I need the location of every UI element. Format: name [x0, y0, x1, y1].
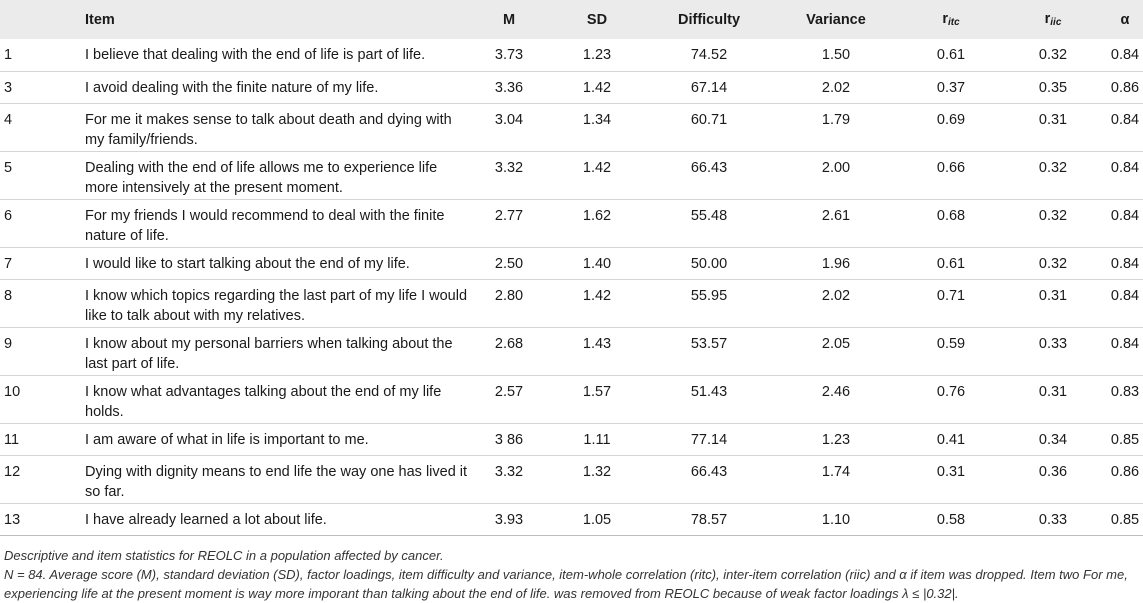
cell-difficulty: 55.95: [690, 287, 728, 304]
cell-alpha: 0.85: [1110, 431, 1140, 448]
cell-alpha: 0.85: [1110, 511, 1140, 528]
cell-difficulty: 66.43: [690, 463, 728, 480]
cell-alpha: 0.86: [1110, 79, 1140, 96]
cell-m: 2.80: [494, 287, 524, 304]
cell-variance: 1.50: [821, 47, 851, 63]
cell-difficulty: 53.57: [690, 335, 728, 352]
cell-ritc: 0.69: [936, 111, 966, 128]
cell-num: 9: [4, 335, 13, 352]
cell-item: For me it makes sense to talk about death and dying with my family/friends.: [85, 111, 452, 148]
cell-sd: 1.40: [582, 255, 612, 272]
header-m: M: [502, 11, 516, 28]
header-item: Item: [85, 11, 115, 28]
header-ritc-sub: itc: [947, 17, 960, 28]
cell-num: 1: [4, 47, 13, 63]
cell-difficulty: 55.48: [690, 207, 728, 224]
cell-riic: 0.31: [1038, 111, 1068, 128]
cell-num: 12: [4, 463, 21, 480]
cell-riic: 0.34: [1038, 431, 1068, 448]
header-ritc: [899, 0, 1003, 39]
cell-ritc: 0.58: [936, 511, 966, 528]
header-riic: [1003, 0, 1103, 39]
cell-num: 7: [4, 255, 13, 272]
table-row: [0, 503, 1143, 535]
cell-sd: 1.42: [582, 79, 612, 96]
cell-item: Dying with dignity means to end life the way one has lived it so far.: [85, 463, 468, 500]
cell-item: I believe that dealing with the end of life is part of life.: [85, 47, 426, 63]
cell-ritc: 0.37: [936, 79, 966, 96]
table-notes: [0, 536, 1143, 603]
cell-difficulty: 78.57: [690, 511, 728, 528]
header-difficulty: Difficulty: [677, 11, 741, 28]
cell-num: 5: [4, 159, 13, 176]
header-ritc-base: r: [942, 11, 948, 27]
cell-item: I avoid dealing with the finite nature of my life.: [85, 79, 379, 96]
cell-m: 2.68: [494, 335, 524, 352]
table-row: [0, 151, 1143, 199]
cell-sd: 1.32: [582, 463, 612, 480]
cell-item: I would like to start talking about the end of my life.: [85, 255, 410, 272]
cell-variance: 2.05: [821, 335, 851, 352]
cell-ritc: 0.59: [936, 335, 966, 352]
cell-item: I know which topics regarding the last part of my life I would like to talk about with my relatives.: [85, 287, 468, 324]
cell-riic: 0.31: [1038, 383, 1068, 400]
cell-sd: 1.42: [582, 287, 612, 304]
cell-ritc: 0.61: [936, 47, 966, 63]
cell-variance: 1.96: [821, 255, 851, 272]
cell-sd: 1.62: [582, 207, 612, 224]
cell-m: 3.36: [494, 79, 524, 96]
header-riic-base: r: [1044, 11, 1051, 27]
cell-difficulty: 74.52: [690, 47, 728, 63]
cell-sd: 1.23: [582, 47, 612, 63]
cell-variance: 1.79: [821, 111, 851, 128]
header-sd: SD: [586, 11, 608, 28]
cell-difficulty: 77.14: [690, 431, 728, 448]
cell-ritc: 0.76: [936, 383, 966, 400]
cell-num: 13: [4, 511, 21, 528]
header-variance: Variance: [806, 11, 866, 28]
cell-ritc: 0.71: [936, 287, 966, 304]
table-body: [0, 39, 1143, 535]
table-row: [0, 247, 1143, 279]
table-row: [0, 455, 1143, 503]
cell-m: 3.04: [494, 111, 524, 128]
cell-num: 8: [4, 287, 13, 304]
cell-num: 10: [4, 383, 21, 400]
table-row: [0, 423, 1143, 455]
cell-sd: 1.05: [582, 511, 612, 528]
cell-m: 2.57: [494, 383, 524, 400]
cell-riic: 0.31: [1038, 287, 1068, 304]
cell-difficulty: 67.14: [690, 79, 728, 96]
cell-m: 3.93: [494, 511, 524, 528]
cell-num: 6: [4, 207, 13, 224]
cell-m: 3.32: [494, 463, 524, 480]
cell-num: 4: [4, 111, 13, 128]
table-row: [0, 327, 1143, 375]
cell-item: Dealing with the end of life allows me to experience life more intensively at the present moment.: [85, 159, 438, 196]
table-row: [0, 279, 1143, 327]
cell-m: 2.50: [494, 255, 524, 272]
cell-alpha: 0.84: [1110, 207, 1140, 224]
table-row: [0, 71, 1143, 103]
cell-sd: 1.11: [583, 431, 611, 448]
cell-variance: 1.74: [821, 463, 851, 480]
cell-ritc: 0.68: [936, 207, 966, 224]
cell-item: For my friends I would recommend to deal with the finite nature of life.: [85, 207, 445, 244]
cell-difficulty: 51.43: [690, 383, 728, 400]
cell-alpha: 0.84: [1110, 255, 1140, 272]
cell-variance: 1.23: [821, 431, 851, 448]
cell-alpha: 0.84: [1110, 159, 1140, 176]
table-row: [0, 103, 1143, 151]
cell-item: I know about my personal barriers when talking about the last part of life.: [85, 335, 453, 372]
cell-m: 3 86: [494, 431, 524, 448]
cell-riic: 0.32: [1038, 47, 1068, 63]
table-row: [0, 199, 1143, 247]
cell-riic: 0.35: [1038, 79, 1068, 96]
cell-riic: 0.32: [1038, 207, 1068, 224]
cell-alpha: 0.84: [1110, 287, 1140, 304]
cell-m: 3.32: [494, 159, 524, 176]
cell-item: I have already learned a lot about life.: [85, 511, 327, 528]
header-num: [0, 0, 85, 39]
table-row: [0, 375, 1143, 423]
cell-sd: 1.57: [582, 383, 612, 400]
cell-ritc: 0.61: [936, 255, 966, 272]
cell-difficulty: 50.00: [690, 255, 728, 272]
cell-ritc: 0.66: [936, 159, 966, 176]
cell-alpha: 0.86: [1110, 463, 1140, 480]
table-row: [0, 39, 1143, 71]
header-riic-sub: iic: [1050, 17, 1062, 28]
cell-alpha: 0.84: [1110, 47, 1140, 63]
cell-ritc: 0.41: [936, 431, 966, 448]
cell-variance: 2.02: [821, 79, 851, 96]
table-caption: Descriptive and item statistics for REOLC in a population affected by cancer.: [4, 547, 444, 563]
cell-item: I am aware of what in life is important to me.: [85, 431, 369, 448]
cell-riic: 0.33: [1038, 335, 1068, 352]
cell-variance: 2.46: [821, 383, 851, 400]
cell-alpha: 0.84: [1110, 335, 1140, 352]
cell-variance: 1.10: [821, 511, 851, 528]
cell-ritc: 0.31: [936, 463, 966, 480]
cell-riic: 0.32: [1038, 255, 1068, 272]
header-row: [0, 0, 1143, 39]
cell-sd: 1.42: [582, 159, 612, 176]
cell-variance: 2.61: [821, 207, 851, 224]
cell-difficulty: 66.43: [690, 159, 728, 176]
cell-m: 3.73: [494, 47, 524, 63]
cell-riic: 0.36: [1038, 463, 1068, 480]
cell-riic: 0.33: [1038, 511, 1068, 528]
cell-sd: 1.43: [582, 335, 612, 352]
header-alpha: α: [1120, 11, 1130, 28]
cell-item: I know what advantages talking about the end of my life holds.: [85, 383, 442, 420]
cell-alpha: 0.83: [1110, 383, 1140, 400]
cell-variance: 2.00: [821, 159, 851, 176]
cell-num: 11: [4, 431, 20, 448]
cell-difficulty: 60.71: [690, 111, 728, 128]
cell-m: 2.77: [494, 207, 524, 224]
cell-alpha: 0.84: [1110, 111, 1140, 128]
cell-riic: 0.32: [1038, 159, 1068, 176]
cell-num: 3: [4, 79, 13, 96]
cell-variance: 2.02: [821, 287, 851, 304]
cell-sd: 1.34: [582, 111, 612, 128]
table-footnote: N = 84. Average score (M), standard deviation (SD), factor loadings, item difficulty and variance, item-whole correlation (ritc), inter-item correlation (riic) and α if item was dropped. Item two For me, experiencing life at the present moment is way more imporant than talking about the end of life. was removed from REOLC because of weak factor loadings λ ≤ |0.32|.: [4, 566, 1128, 601]
